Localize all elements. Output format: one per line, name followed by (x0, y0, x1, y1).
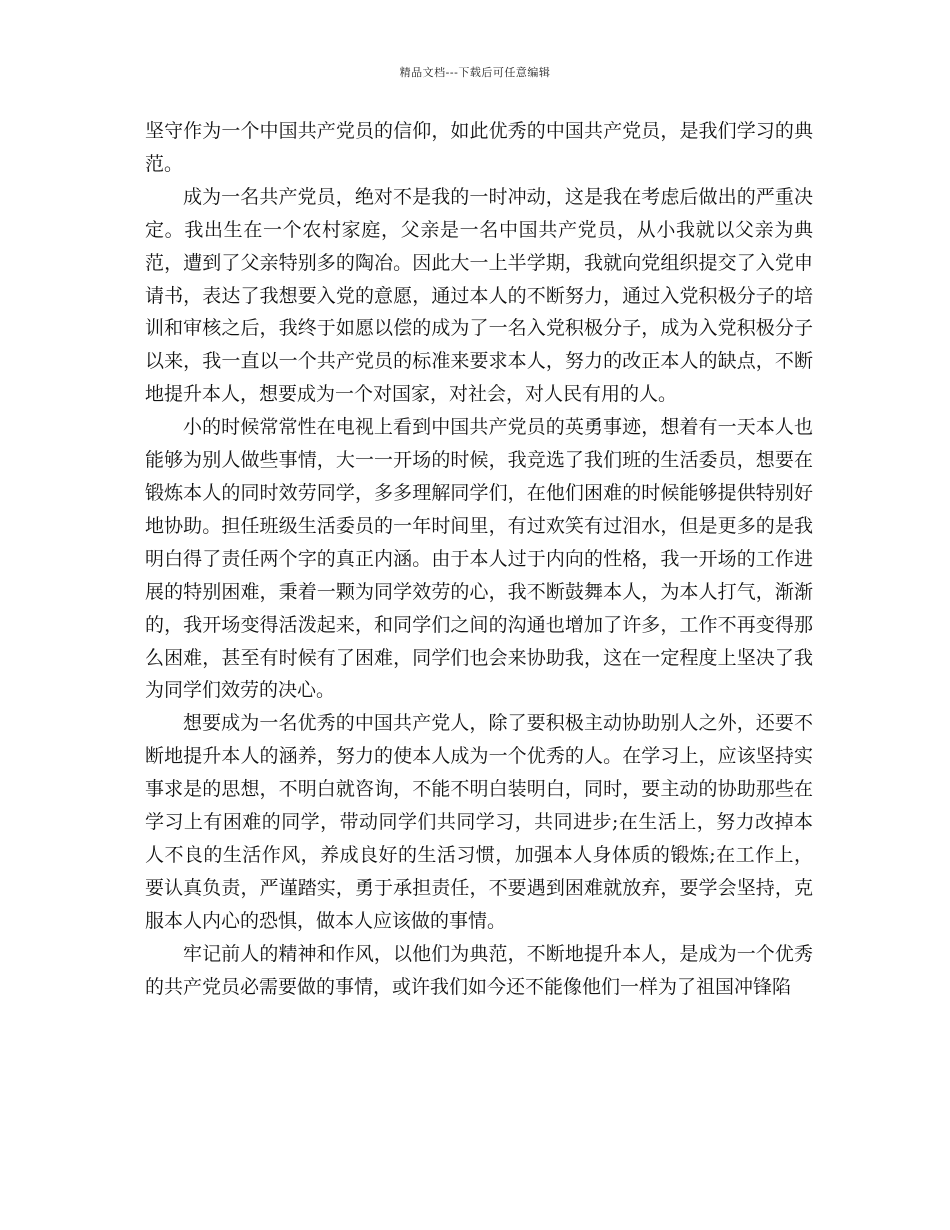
page-header: 精品文档---下载后可任意编辑 (399, 66, 551, 79)
paragraph-4: 想要成为一名优秀的中国共产党人，除了要积极主动协助别人之外，还要不断地提升本人的涵养，努力的使本人成为一个优秀的人。在学习上，应该坚持实事求是的思想，不明白就咨询，不能不明白装明白，同时，要主动的协助那些在学习上有困难的同学，带动同学们共同学习，共同进步;在生活上，努力改掉本人不良的生活作风，养成良好的生活习惯，加强本人身体质的锻炼;在工作上，要认真负责，严谨踏实，勇于承担责任，不要遇到困难就放弃，要学会坚持，克服本人内心的恐惧，做本人应该做的事情。 (145, 712, 813, 932)
paragraph-2: 成为一名共产党员，绝对不是我的一时冲动，这是我在考虑后做出的严重决定。我出生在一个农村家庭，父亲是一名中国共产党员，从小我就以父亲为典范，遭到了父亲特别多的陶冶。因此大一上半学期，我就向党组织提交了入党申请书，表达了我想要入党的意愿，通过本人的不断努力，通过入党积极分子的培训和审核之后，我终于如愿以偿的成为了一名入党积极分子，成为入党积极分子以来，我一直以一个共产党员的标准来要求本人，努力的改正本人的缺点，不断地提升本人，想要成为一个对国家，对社会，对人民有用的人。 (145, 185, 813, 406)
document-body (145, 115, 813, 1003)
paragraph-5: 牢记前人的精神和作风，以他们为典范，不断地提升本人，是成为一个优秀的共产党员必需要做的事情，或许我们如今还不能像他们一样为了祖国冲锋陷 (145, 942, 813, 998)
paragraph-3: 小的时候常常性在电视上看到中国共产党员的英勇事迹，想着有一天本人也能够为别人做些事情，大一一开场的时候，我竞选了我们班的生活委员，想要在锻炼本人的同时效劳同学，多多理解同学们，在他们困难的时候能够提供特别好地协助。担任班级生活委员的一年时间里，有过欢笑有过泪水，但是更多的是我明白得了责任两个字的真正内涵。由于本人过于内向的性格，我一开场的工作进展的特别困难，秉着一颗为同学效劳的心，我不断鼓舞本人，为本人打气，渐渐的，我开场变得活泼起来，和同学们之间的沟通也增加了许多，工作不再变得那么困难，甚至有时候有了困难，同学们也会来协助我，这在一定程度上坚决了我为同学们效劳的决心。 (145, 416, 813, 702)
paragraph-1: 坚守作为一个中国共产党员的信仰，如此优秀的中国共产党员，是我们学习的典范。 (145, 120, 813, 175)
